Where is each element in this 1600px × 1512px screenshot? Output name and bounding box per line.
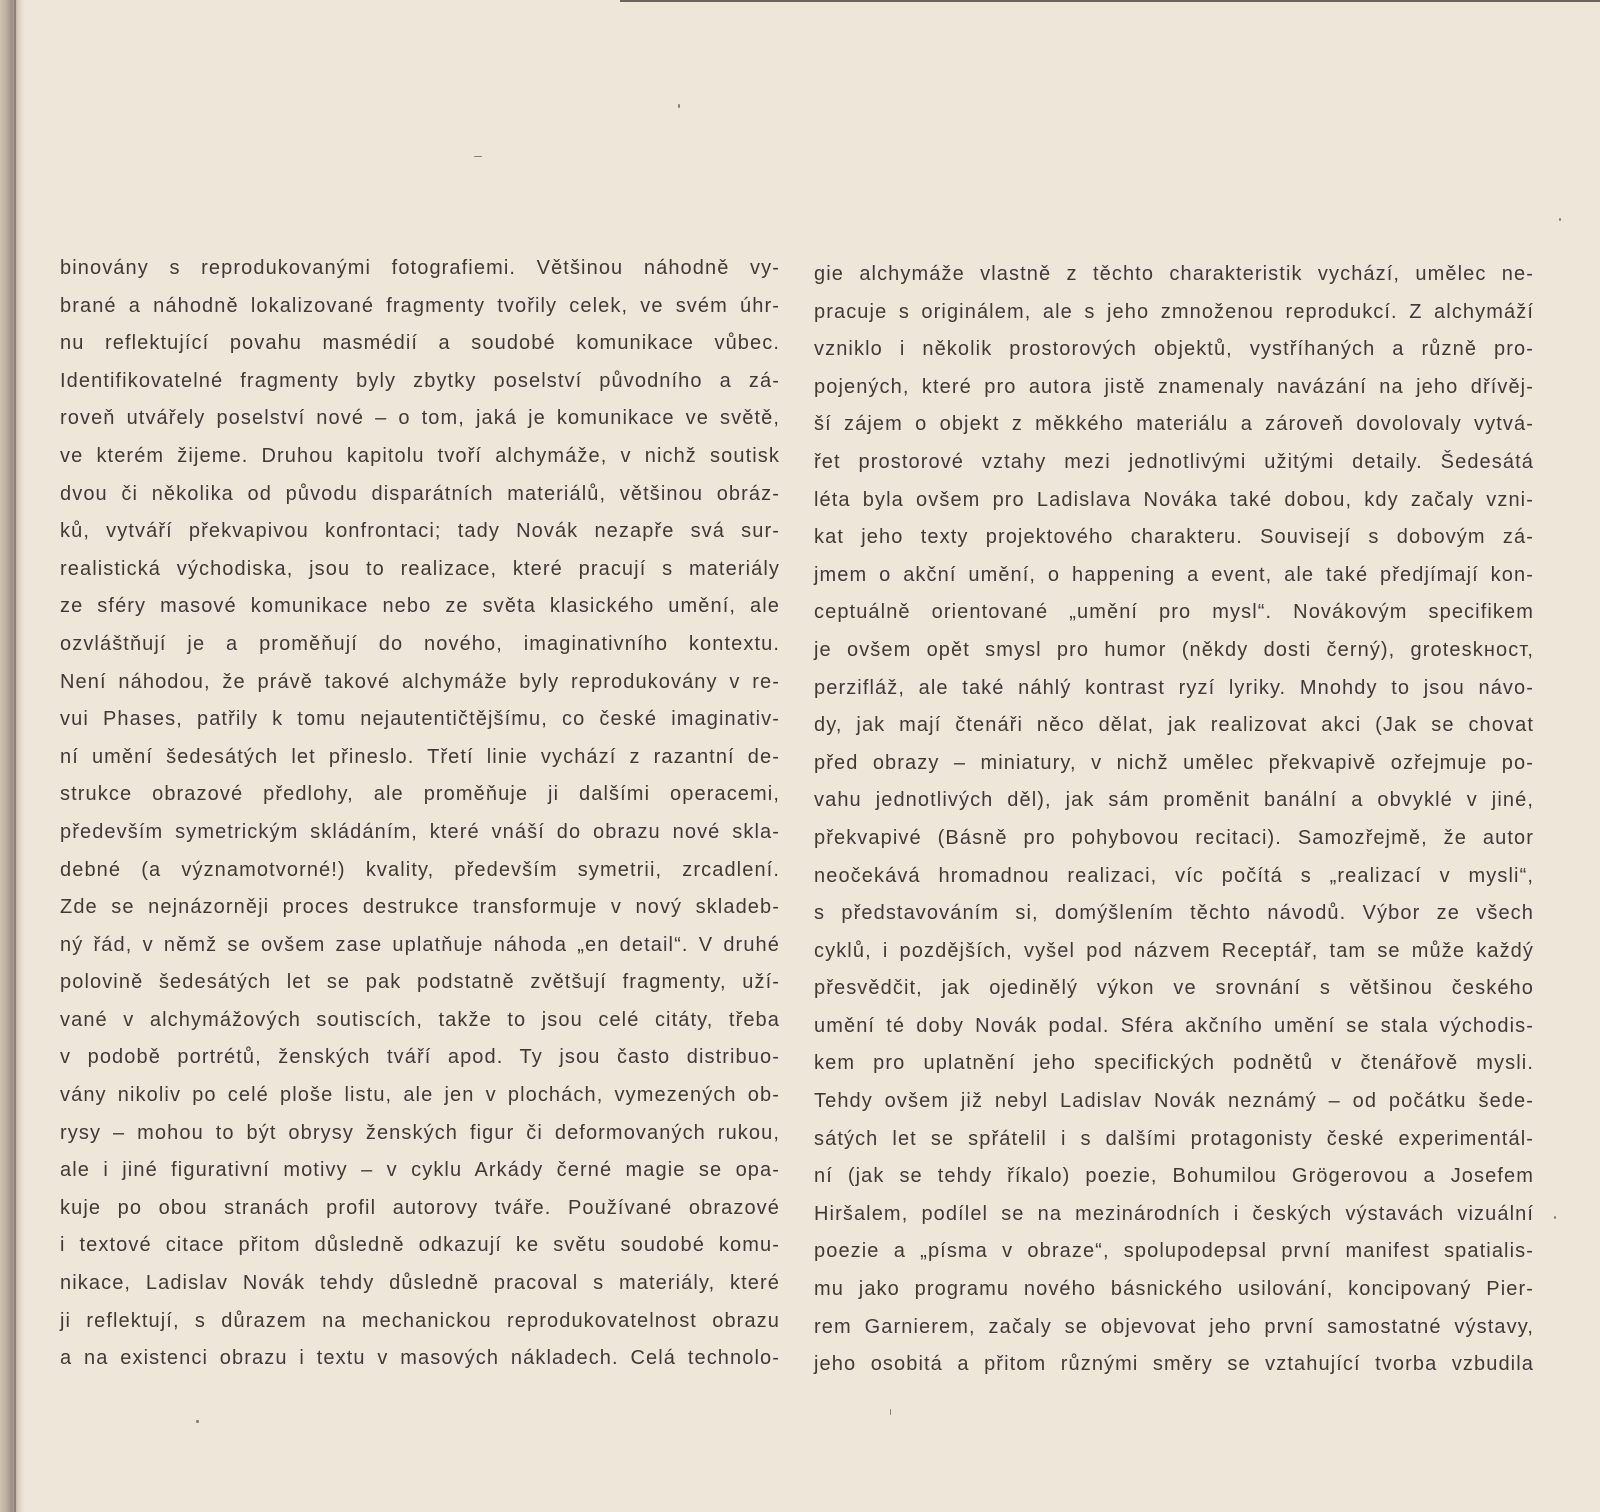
text-line: ků, vytváří překvapivou konfrontaci; tady Novák nezapře svá sur- (60, 520, 780, 543)
text-line: realistická východiska, jsou to realizace, které pracují s materiály (60, 557, 780, 580)
text-line: ale i jiné figurativní motivy – v cyklu Arkády černé magie se opa- (60, 1159, 780, 1182)
text-line: nu reflektující povahu masmédií a soudobé komunikace vůbec. (60, 332, 780, 355)
text-line: jmem o akční umění, o happening a event, ale také předjímají kon- (814, 563, 1534, 586)
text-line: polovině šedesátých let se pak podstatně zvětšují fragmenty, uží- (60, 971, 780, 994)
paper-speck (678, 104, 680, 108)
text-line: rem Garnierem, začaly se objevovat jeho první samostatné výstavy, (814, 1315, 1534, 1338)
text-line: ve kterém žijeme. Druhou kapitolu tvoří alchymáže, v nichž soutisk (60, 444, 780, 467)
text-line: i textové citace přitom důsledně odkazují ke světu soudobé komu- (60, 1234, 780, 1257)
text-line: před obrazy – miniatury, v nichž umělec překvapivě ozřejmuje po- (814, 751, 1534, 774)
text-line: ze sféry masové komunikace nebo ze světa klasického umění, ale (60, 595, 780, 618)
right-text-column (814, 256, 1534, 1384)
paper-speck (1559, 218, 1561, 221)
text-line: ji reflektují, s důrazem na mechanickou reprodukovatelnost obrazu (60, 1309, 780, 1332)
text-line: neočekává hromadnou realizaci, víc počítá s „realizací v mysli“, (814, 864, 1534, 887)
book-spine-shadow (0, 0, 24, 1512)
text-line: strukce obrazové předlohy, ale proměňuje ji dalšími operacemi, (60, 783, 780, 806)
text-line: především symetrickým skládáním, které vnáší do obrazu nové skla- (60, 820, 780, 843)
text-line: kuje po obou stranách profil autorovy tváře. Používané obrazové (60, 1196, 780, 1219)
text-line: binovány s reprodukovanými fotografiemi. Většinou náhodně vy- (60, 257, 780, 279)
text-line: perzifláž, ale také náhlý kontrast ryzí lyriky. Mnohdy to jsou návo- (814, 676, 1534, 699)
page-top-edge (620, 0, 1600, 2)
text-line: a na existenci obrazu i textu v masových nákladech. Celá technolo- (60, 1347, 780, 1370)
text-line: vui Phases, patřily k tomu nejautentičtějšímu, co české imaginativ- (60, 708, 780, 731)
paper-speck (474, 156, 482, 157)
text-line: v podobě portrétů, ženských tváří apod. Ty jsou často distribuo- (60, 1046, 780, 1069)
paper-speck (1554, 1216, 1556, 1219)
left-text-column (60, 250, 780, 1378)
text-line: ceptuálně orientované „umění pro mysl“. Novákovým specifikem (814, 601, 1534, 624)
text-line: gie alchymáže vlastně z těchto charakteristik vychází, umělec ne- (814, 263, 1534, 285)
text-line: ozvláštňují je a proměňují do nového, imaginativního kontextu. (60, 632, 780, 655)
text-line: roveň utvářely poselství nové – o tom, jaká je komunikace ve světě, (60, 407, 780, 430)
text-line: ní umění šedesátých let přineslo. Třetí linie vychází z razantní de- (60, 745, 780, 768)
text-line: debné (a významotvorné!) kvality, především symetrii, zrcadlení. (60, 858, 780, 881)
text-line: vané v alchymážových soutiscích, takže to jsou celé citáty, třeba (60, 1008, 780, 1031)
text-line: ný řád, v němž se ovšem zase uplatňuje náhoda „en detail“. V druhé (60, 933, 780, 956)
text-line: Identifikovatelné fragmenty byly zbytky poselství původního a zá- (60, 369, 780, 392)
text-line: mu jako programu nového básnického usilování, koncipovaný Pier- (814, 1278, 1534, 1301)
text-line: řet prostorové vztahy mezi jednotlivými užitými detaily. Šedesátá (814, 450, 1534, 473)
text-line: umění té doby Novák podal. Sféra akčního umění se stala východis- (814, 1014, 1534, 1037)
text-line: cyklů, i pozdějších, vyšel pod názvem Receptář, tam se může každý (814, 939, 1534, 962)
text-line: Hiršalem, podílel se na mezinárodních i českých výstavách vizuální (814, 1202, 1534, 1225)
text-line: pojených, které pro autora jistě znamenaly navázání na jeho dřívěj- (814, 375, 1534, 398)
text-line: přesvědčit, jak ojedinělý výkon ve srovnání s většinou českého (814, 977, 1534, 1000)
text-line: dy, jak mají čtenáři něco dělat, jak realizovat akci (Jak se chovat (814, 714, 1534, 737)
text-line: ní (jak se tehdy říkalo) poezie, Bohumilou Grögerovou a Josefem (814, 1165, 1534, 1188)
paper-speck (196, 1420, 199, 1423)
text-line: s představováním si, domýšlením těchto návodů. Výbor ze všech (814, 902, 1534, 925)
text-line: překvapivé (Básně pro pohybovou recitaci). Samozřejmě, že autor (814, 826, 1534, 849)
text-line: kem pro uplatnění jeho specifických podnětů v čtenářově mysli. (814, 1052, 1534, 1075)
text-line: Není náhodou, že právě takové alchymáže byly reprodukovány v re- (60, 670, 780, 693)
paper-speck (890, 1409, 891, 1415)
text-line: ší zájem o objekt z měkkého materiálu a zároveň dovolovaly vytvá- (814, 413, 1534, 436)
text-line: léta byla ovšem pro Ladislava Nováka také dobou, kdy začaly vzni- (814, 488, 1534, 511)
page-gutter-line (14, 0, 16, 1512)
text-line: nikace, Ladislav Novák tehdy důsledně pracoval s materiály, které (60, 1272, 780, 1295)
text-line: vahu jednotlivých děl), jak sám proměnit banální a obvyklé v jiné, (814, 789, 1534, 812)
text-line: pracuje s originálem, ale s jeho zmnoženou reprodukcí. Z alchymáží (814, 300, 1534, 323)
text-line: dvou či několika od původu disparátních materiálů, většinou obráz- (60, 482, 780, 505)
text-line: rysy – mohou to být obrysy ženských figur či deformovaných rukou, (60, 1121, 780, 1144)
text-line: kat jeho texty projektového charakteru. Souvisejí s dobovým zá- (814, 526, 1534, 549)
text-line: vzniklo i několik prostorových objektů, vystříhaných a různě pro- (814, 338, 1534, 361)
text-line: Zde se nejnázorněji proces destrukce transformuje v nový skladeb- (60, 896, 780, 919)
text-line: sátých let se spřátelil i s dalšími protagonisty české experimentál- (814, 1127, 1534, 1150)
text-line: poezie a „písma v obraze“, spolupodepsal první manifest spatialis- (814, 1240, 1534, 1263)
text-line: jeho osobitá a přitom různými směry se vztahující tvorba vzbudila (814, 1353, 1534, 1376)
text-line: Tehdy ovšem již nebyl Ladislav Novák neznámý – od počátku šede- (814, 1090, 1534, 1113)
text-line: vány nikoliv po celé ploše listu, ale jen v plochách, vymezených ob- (60, 1084, 780, 1107)
text-line: brané a náhodně lokalizované fragmenty tvořily celek, ve svém úhr- (60, 294, 780, 317)
text-line: je ovšem opět smysl pro humor (někdy dosti černý), groteskност, (814, 638, 1534, 661)
